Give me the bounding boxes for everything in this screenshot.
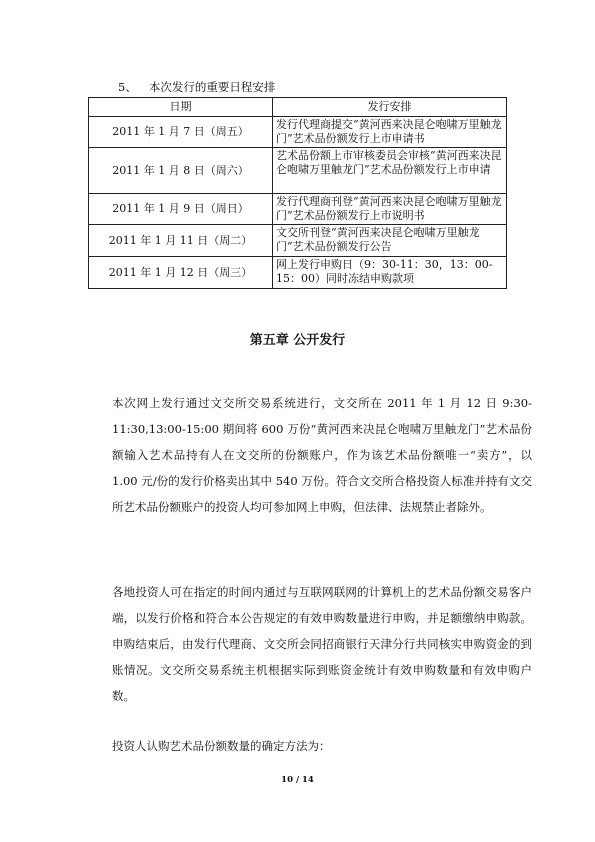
section-heading bbox=[118, 79, 275, 95]
row-date: 2011 年 1 月 7 日（周五） bbox=[89, 117, 273, 148]
row-arrangement: 发行代理商刊登“黄河西来决昆仑咆啸万里触龙门”艺术品份额发行上市说明书 bbox=[273, 194, 507, 225]
body-paragraph: 投资人认购艺术品份额数量的确定方法为： bbox=[112, 739, 331, 753]
row-date: 2011 年 1 月 11 日（周二） bbox=[89, 225, 273, 257]
table-header-row bbox=[89, 98, 507, 117]
body-paragraph: 各地投资人可在指定的时间内通过与互联网联网的计算机上的艺术品份额交易客户端，以发行价格和符合本公告规定的有效申购数量进行申购，并足额缴纳申购款。申购结束后，由发行代理商、文交所会同招商银行天津分行共同核实申购资金的到账情况。文交所交易系统主机根据实际到账资金统计有效申购数量和有效申购户数。 bbox=[112, 585, 532, 703]
schedule-table bbox=[88, 97, 507, 289]
page-number: 10 / 14 bbox=[281, 775, 314, 785]
row-date: 2011 年 1 月 9 日（周日） bbox=[89, 194, 273, 225]
row-arrangement: 艺术品份额上市审核委员会审核“黄河西来决昆仑咆啸万里触龙门”艺术品份额发行上市申请 bbox=[273, 148, 507, 194]
row-date: 2011 年 1 月 12 日（周三） bbox=[89, 257, 273, 289]
section-title: 本次发行的重要日程安排 bbox=[148, 80, 276, 94]
row-arrangement: 文交所刊登“黄河西来决昆仑咆啸万里触龙门”艺术品份额发行公告 bbox=[273, 225, 507, 257]
body-paragraph: 本次网上发行通过文交所交易系统进行，文交所在 2011 年 1 月 12 日 9:30-11:30,13:00-15:00 期间将 600 万份“黄河西来决昆仑咆啸万里触龙门”艺术品份额输入艺术品持有人在文交所的份额账户，作为该艺术品份额唯一“卖方”，以 1.00 元/份的发行价格卖出其中 540 万份。符合文交所合格投资人标准并持有文交所艺术品份额账户的投资人均可参加网上申购，但法律、法规禁止者除外。 bbox=[112, 396, 532, 514]
table-row bbox=[89, 225, 507, 257]
section-number: 5、 bbox=[118, 80, 137, 94]
row-arrangement: 网上发行申购日（9：30-11：30，13：00-15：00）同时冻结申购款项 bbox=[273, 257, 507, 289]
column-header-arrangement: 发行安排 bbox=[273, 98, 507, 117]
table-row bbox=[89, 117, 507, 148]
table-row bbox=[89, 194, 507, 225]
column-header-date: 日期 bbox=[89, 98, 273, 117]
row-date: 2011 年 1 月 8 日（周六） bbox=[89, 148, 273, 194]
table-row bbox=[89, 257, 507, 289]
table-row bbox=[89, 148, 507, 194]
row-arrangement: 发行代理商提交“黄河西来决昆仑咆啸万里触龙门”艺术品份额发行上市申请书 bbox=[273, 117, 507, 148]
chapter-title: 第五章 公开发行 bbox=[249, 333, 346, 348]
